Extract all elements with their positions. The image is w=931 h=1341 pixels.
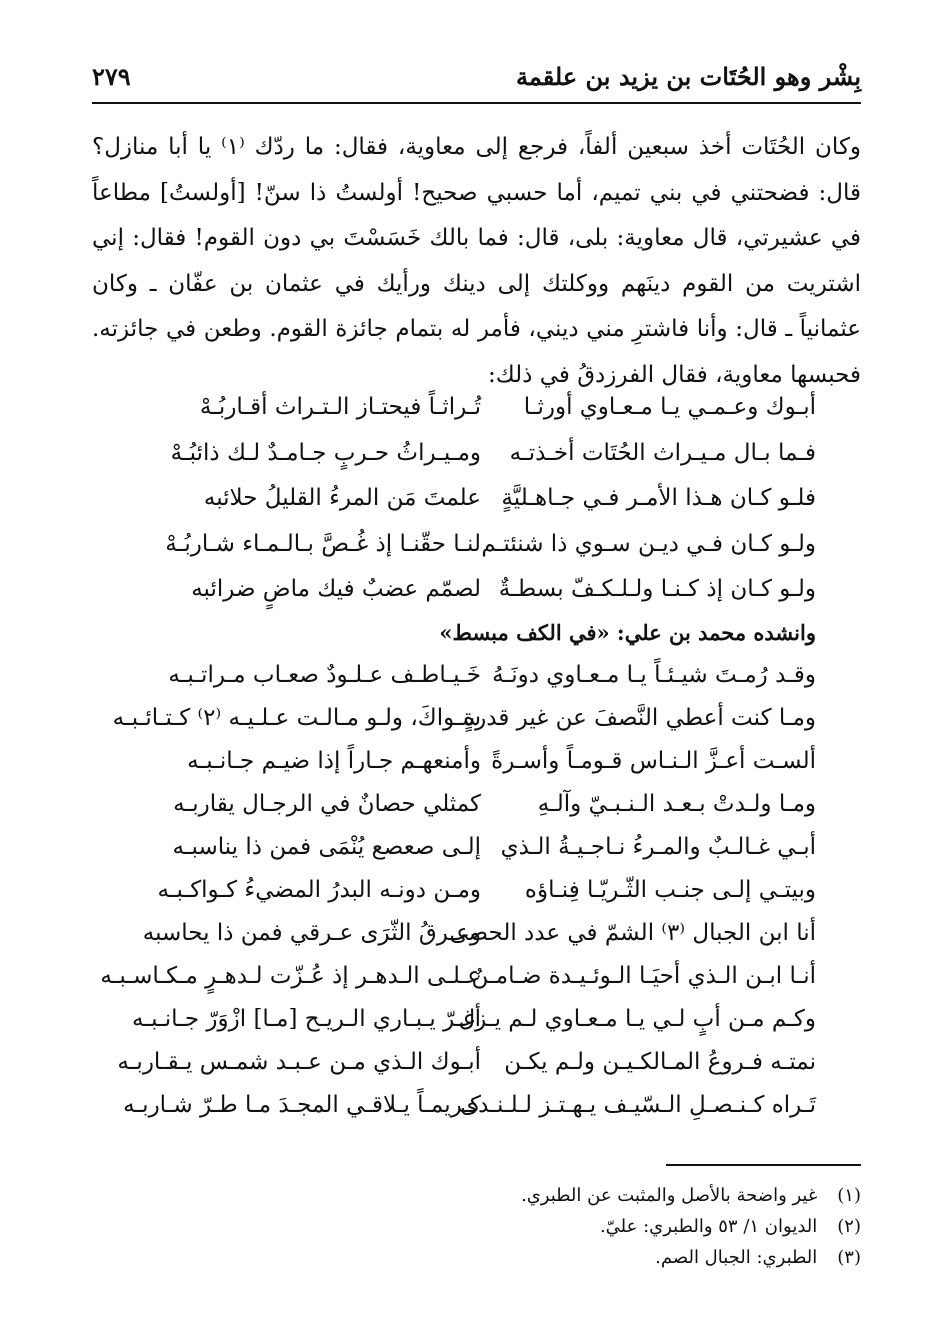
verse-second-hemistich: أغـرّ يـبـاري الـريـح [مـا] ازْوَرّ جـانـبـه [132, 1006, 481, 1032]
footnote [161, 1180, 861, 1211]
verse-second-hemistich: إلـى صعصع يُنْمَى فمن ذا يناسبـه [172, 834, 481, 860]
verse [92, 1045, 861, 1088]
prose-paragraph [92, 125, 861, 398]
verse [92, 959, 861, 1002]
verse [92, 572, 861, 618]
verse-first-hemistich: أنـا ابـن الـذي أحيَـا الـوئـيـدة ضـامـنٌ [471, 963, 816, 989]
verse-second-hemistich: وعـرقُ الثّرَى عـرقي فمن ذا يحاسبه [142, 920, 481, 946]
footnotes [161, 1180, 861, 1273]
verse-second-hemistich: خَـيـاطـف عـلـودٌ صعـاب مـراتـبـه [168, 662, 481, 688]
verse-first-hemistich: نمتـه فـروعُ المـالكـيـن ولـم يكـن [504, 1049, 816, 1075]
footnote-divider [666, 1164, 861, 1166]
verse-second-hemistich: كـريمـاً يـلاقـي المجـدَ مـا طـرّ شـاربـه [123, 1092, 481, 1118]
verse [92, 744, 861, 787]
verse-first-hemistich: أنا ابن الجبال ⁽٣⁾ الشمّ في عدد الحصى [449, 920, 816, 946]
verse [92, 436, 861, 482]
recitation-note: وانشده محمد بن علي: «في الكف مبسط» [439, 620, 816, 645]
verse-second-hemistich: ومـن دونـه البدرُ المضيءُ كـواكـبـه [157, 877, 481, 903]
verse [92, 658, 861, 701]
footnote [161, 1242, 861, 1273]
poem-recited [92, 658, 861, 1131]
verse-second-hemistich: لنـا حقّنـا إذ غُـصَّ بـالـمـاء شـاربُـهْ [165, 530, 481, 557]
verse-second-hemistich: وأمنعهـم جـاراً إذا ضيـم جـانـبـه [187, 748, 481, 774]
running-title: بِشْر وهو الحُتَات بن يزيد بن علقمة [516, 62, 861, 91]
verse [92, 701, 861, 744]
verse-first-hemistich: تَـراه كـنـصـلِ الـسّيـف يـهـتـز لـلـنـدى [460, 1092, 816, 1118]
verse-first-hemistich: ألسـت أعـزَّ الـنـاس قـومـاً وأسـرةً [491, 748, 816, 774]
footnote [161, 1211, 861, 1242]
verse [92, 527, 861, 573]
verse-second-hemistich: لصمّم عضبٌ فيك ماضٍ ضرائبه [191, 576, 481, 602]
footnote-number: (١) [837, 1185, 861, 1206]
prose-text: وكان الحُتَات أخذ سبعين ألفاً، فرجع إلى معاوية، فقال: ما ردّك ⁽١⁾ يا أبا منازل؟ قال: فضحتني في بني تميم، أما حسبي صحيح! أولستُ ذا سنّ! [أولستُ] مطاعاً في عشيرتي، قال معاوية: بلى، قال: فما بالك خَسَسْتَ بي دون القوم! فقال: إني اشتريت من القوم دينَهم ووكلتك إلى دينك ورأيك في عثمان بن عفّان ـ وكان عثمانياً ـ قال: وأنا فاشترِ مني ديني، فأمر له بتمام جائزة القوم. وطعن في جائزته. فحبسها معاوية، فقال الفرزدقُ في ذلك: [92, 134, 861, 388]
verse-first-hemistich: فلـو كـان هـذا الأمـر فـي جـاهـليَّةٍ [501, 485, 816, 511]
verse-second-hemistich: سـواكَ، ولـو مـالـت عـلـيـه ⁽٢⁾ كـتـائـبـه [112, 705, 481, 731]
verse-second-hemistich: أبـوك الـذي مـن عـبـد شمـس يـقـاربـه [117, 1049, 481, 1075]
verse-second-hemistich: تُـراثـاً فيحتـاز الـتـراث أقـاربُـهْ [199, 394, 481, 420]
footnote-text: غير واضحة بالأصل والمثبت عن الطبري. [520, 1185, 818, 1206]
page-number: ٢٧٩ [92, 62, 131, 91]
footnote-text: الطبري: الجبال الصم. [655, 1247, 818, 1268]
verse-first-hemistich: ومـا ولـدتْ بـعـد الـنـبـيّ وآلـهِ [537, 791, 816, 817]
verse [92, 916, 861, 959]
verse [92, 787, 861, 830]
verse-second-hemistich: عـلـى الـدهـر إذ عُـزّت لـدهـرٍ مـكـاسـبـه [100, 963, 481, 989]
verse-first-hemistich: ولـو كـان فـي ديـن سـوي ذا شنئتـم [481, 530, 816, 557]
poem-farazdaq [92, 390, 861, 618]
verse [92, 830, 861, 873]
footnote-number: (٣) [837, 1247, 861, 1268]
verse-first-hemistich: فـما بـال مـيـراث الحُتَات أخـذتـه [509, 439, 816, 466]
verse-first-hemistich: أبـوك وعـمـي يـا مـعـاوي أورثـا [523, 394, 816, 420]
footnote-number: (٢) [837, 1216, 861, 1237]
footnote-text: الديوان ١/ ٥٣ والطبري: عليّ. [599, 1216, 818, 1237]
verse-second-hemistich: علمتَ مَن المرءُ القليلُ حلائبه [203, 485, 481, 511]
verse-first-hemistich: ومـا كنت أعطي النَّصفَ عن غير قدرةٍ [463, 705, 816, 731]
verse-second-hemistich: ومـيـراثُ حـربٍ جـامـدٌ لـك ذائبُـهْ [170, 439, 481, 466]
verse-first-hemistich: وكـم مـن أبٍ لـي يـا مـعـاوي لـم يـزل [458, 1006, 816, 1032]
page-header [92, 52, 861, 104]
verse [92, 873, 861, 916]
verse-first-hemistich: ولـو كـان إذ كـنـا ولـلـكـفّ بسطـةٌ [498, 576, 816, 602]
verse [92, 1088, 861, 1131]
verse [92, 481, 861, 527]
verse-first-hemistich: وقـد رُمـتَ شيـئـاً يـا مـعـاوي دونَـهُ [492, 662, 816, 688]
verse [92, 1002, 861, 1045]
verse-first-hemistich: وبيتـي إلـى جنـب الثّـريّـا فِنـاؤه [524, 877, 816, 903]
verse-second-hemistich: كمثلي حصانٌ في الرجـال يقاربـه [173, 791, 481, 817]
verse-first-hemistich: أبـي غـالـبٌ والمـرءُ نـاجـيـةُ الـذي [500, 834, 816, 860]
verse [92, 390, 861, 436]
